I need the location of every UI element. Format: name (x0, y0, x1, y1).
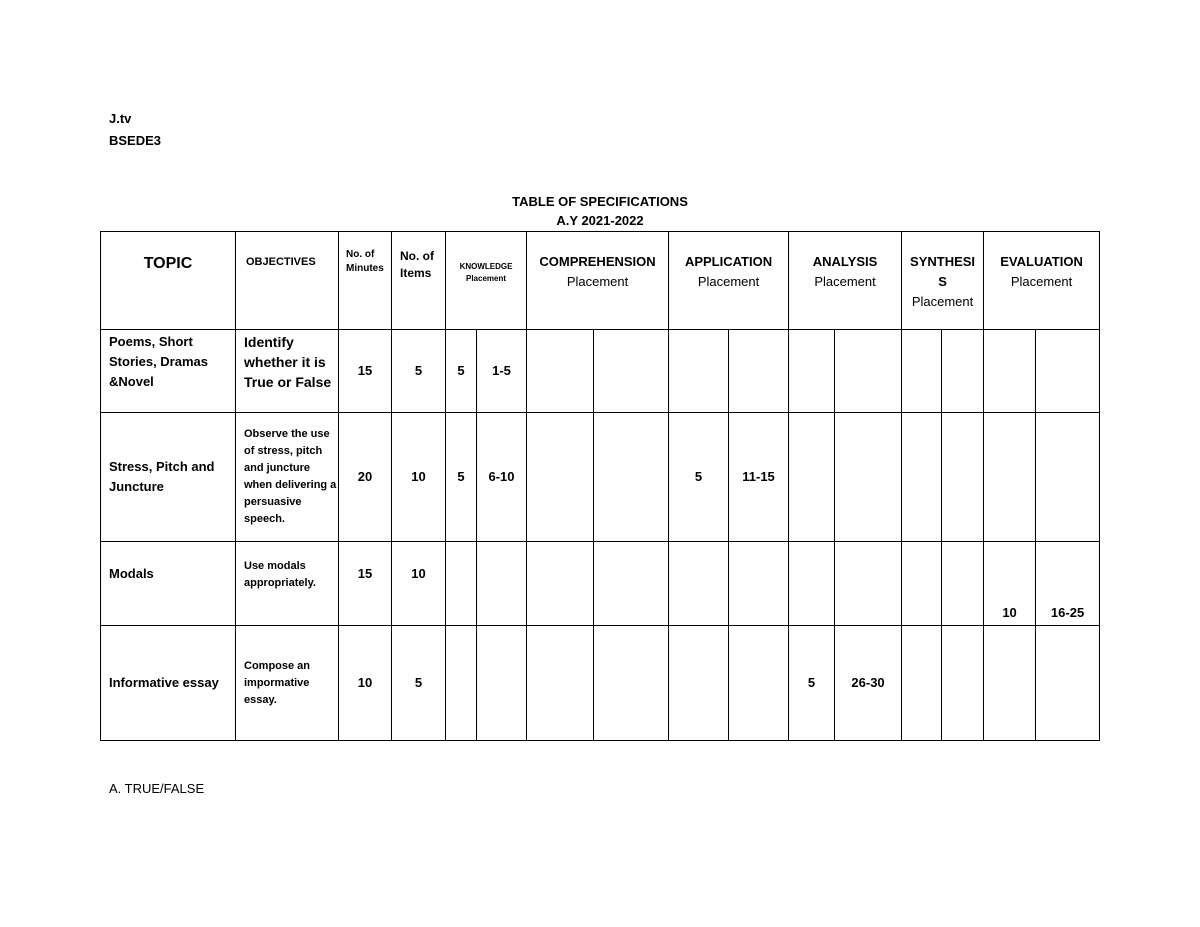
empty-cell (477, 626, 527, 741)
table-row (101, 413, 1100, 542)
knowledge-placement: 1-5 (477, 330, 527, 413)
academic-year: A.Y 2021-2022 (556, 213, 644, 228)
empty-cell (984, 626, 1036, 741)
empty-cell (477, 542, 527, 626)
empty-cell (902, 542, 942, 626)
objective-cell: Use modals appropriately. (236, 542, 339, 626)
col-objectives: OBJECTIVES (236, 232, 339, 330)
empty-cell (902, 626, 942, 741)
empty-cell (594, 330, 669, 413)
empty-cell (789, 413, 835, 542)
evaluation-count: 10 (984, 542, 1036, 626)
empty-cell (669, 542, 729, 626)
analysis-label: ANALYSIS (812, 254, 878, 269)
empty-cell (446, 542, 477, 626)
analysis-placement: 26-30 (835, 626, 902, 741)
table-of-specifications (100, 231, 1100, 741)
table-row (101, 542, 1100, 626)
empty-cell (669, 626, 729, 741)
col-knowledge: KNOWLEDGE Placement (446, 232, 527, 330)
empty-cell (942, 413, 984, 542)
empty-cell (984, 330, 1036, 413)
topic-cell: Informative essay (101, 626, 236, 741)
items-cell: 5 (392, 330, 446, 413)
empty-cell (729, 626, 789, 741)
empty-cell (942, 542, 984, 626)
evaluation-placement: Placement (1010, 274, 1073, 289)
empty-cell (835, 330, 902, 413)
empty-cell (527, 542, 594, 626)
table-row (101, 330, 1100, 413)
empty-cell (594, 413, 669, 542)
application-count: 5 (669, 413, 729, 542)
evaluation-label: EVALUATION (1000, 254, 1083, 269)
knowledge-count: 5 (446, 413, 477, 542)
analysis-placement: Placement (814, 274, 876, 289)
topic-cell: Poems, Short Stories, Dramas &Novel (101, 330, 236, 413)
empty-cell (729, 330, 789, 413)
minutes-cell: 15 (339, 542, 392, 626)
empty-cell (729, 542, 789, 626)
comprehension-label: COMPREHENSION (539, 254, 656, 269)
col-synthesis (902, 232, 984, 330)
empty-cell (1036, 330, 1100, 413)
objective-cell: Observe the use of stress, pitch and juncture when delivering a persuasive speech. (236, 413, 339, 542)
col-evaluation (984, 232, 1100, 330)
empty-cell (835, 413, 902, 542)
col-comprehension (527, 232, 669, 330)
empty-cell (527, 413, 594, 542)
evaluation-placement: 16-25 (1036, 542, 1100, 626)
analysis-count: 5 (789, 626, 835, 741)
empty-cell (594, 626, 669, 741)
synthesis-label: SYNTHESIS (910, 254, 976, 289)
empty-cell (835, 542, 902, 626)
col-analysis (789, 232, 902, 330)
empty-cell (1036, 626, 1100, 741)
application-label: APPLICATION (684, 254, 773, 269)
empty-cell (942, 626, 984, 741)
empty-cell (984, 413, 1036, 542)
empty-cell (594, 542, 669, 626)
col-topic: TOPIC (101, 232, 236, 330)
minutes-cell: 10 (339, 626, 392, 741)
topic-cell: Modals (101, 542, 236, 626)
empty-cell (902, 330, 942, 413)
empty-cell (1036, 413, 1100, 542)
application-placement: Placement (697, 274, 760, 289)
topic-cell: Stress, Pitch and Juncture (101, 413, 236, 542)
synthesis-placement: Placement (911, 294, 974, 309)
empty-cell (527, 626, 594, 741)
col-minutes: No. of Minutes (339, 232, 392, 330)
empty-cell (902, 413, 942, 542)
empty-cell (789, 542, 835, 626)
section-heading: A. TRUE/FALSE (109, 781, 205, 796)
document-title: TABLE OF SPECIFICATIONS (512, 194, 688, 209)
empty-cell (527, 330, 594, 413)
empty-cell (669, 330, 729, 413)
empty-cell (789, 330, 835, 413)
items-cell: 10 (392, 542, 446, 626)
header-row (101, 232, 1100, 330)
objective-cell: Identify whether it is True or False (236, 330, 339, 413)
table-row (101, 626, 1100, 741)
col-application (669, 232, 789, 330)
author-name: J.tv (109, 111, 132, 126)
knowledge-count: 5 (446, 330, 477, 413)
empty-cell (942, 330, 984, 413)
application-placement: 11-15 (729, 413, 789, 542)
knowledge-placement: 6-10 (477, 413, 527, 542)
minutes-cell: 20 (339, 413, 392, 542)
section-code: BSEDE3 (109, 133, 162, 148)
minutes-cell: 15 (339, 330, 392, 413)
objective-cell: Compose an impormative essay. (236, 626, 339, 741)
empty-cell (446, 626, 477, 741)
comprehension-placement: Placement (566, 274, 629, 289)
items-cell: 10 (392, 413, 446, 542)
items-cell: 5 (392, 626, 446, 741)
col-items: No. of Items (392, 232, 446, 330)
